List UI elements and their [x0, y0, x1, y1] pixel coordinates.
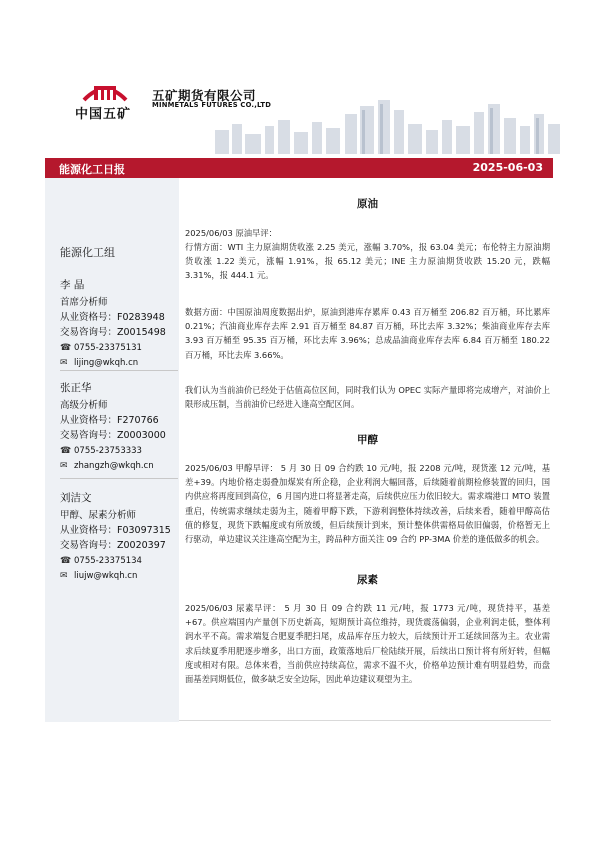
report-date: 2025-06-03 — [472, 161, 543, 174]
analyst-license: 从业资格号：F03097315 — [60, 525, 171, 536]
analyst-consult-no: 交易咨询号：Z0003000 — [60, 430, 166, 441]
crude-view-paragraph: 我们认为当前油价已经处于估值高位区间，同时我们认为 OPEC 实际产量即将完成增产，对油价上限形成压制，当前油价已经进入逢高空配区间。 — [185, 385, 550, 410]
section-title-urea: 尿素 — [357, 574, 378, 586]
header-band — [0, 0, 595, 152]
analyst-email[interactable]: zhangzh@wkqh.cn — [74, 461, 154, 471]
analyst-consult-no: 交易咨询号：Z0020397 — [60, 540, 166, 551]
analyst-title: 高级分析师 — [60, 400, 108, 411]
urea-paragraph: 2025/06/03 尿素早评： 5 月 30 日 09 合约跌 11 元/吨，报 1773 元/吨，现货持平，基差+67。供应端国内产量创下历史新高，短期预计高位维持，现货震荡偏弱，企业利润走低，整体利润水平不高。需求端复合肥夏季肥扫尾，成品库存压力较大，后续预计开工延续回落为主。农业需求后续夏季用肥逐步增多，出口方面，政策落地后厂检陆续开展，后续出口预计将有所好转，但幅度或相对有限。总体来看，当前供应持续高位，需求不温不火，价格单边预计难有明显趋势，而盘面基差同期低位，做多缺乏安全边际，因此单边建议观望为主。 — [185, 603, 550, 685]
phone-icon: ☎ — [60, 556, 72, 566]
analyst-email[interactable]: lijing@wkqh.cn — [74, 358, 139, 368]
analyst-name: 刘洁文 — [60, 492, 92, 504]
department-name: 能源化工组 — [60, 246, 115, 259]
analyst-card — [60, 277, 185, 370]
content-bottom-rule — [179, 720, 551, 721]
analyst-phone: 0755-23753333 — [74, 446, 142, 456]
analyst-email[interactable]: liujw@wkqh.cn — [74, 571, 138, 581]
crude-data-paragraph: 数据方面：中国原油周度数据出炉，原油到港库存累库 0.43 百万桶至 206.82 百万桶，环比累库 0.21%；汽油商业库存去库 2.91 百万桶至 84.87 百万桶，环比去库 3.32%；柴油商业库存去库 3.93 百万桶至 95.35 百万桶，环比去库 3.96%；总成品油商业库存去库 6.84 百万桶至 180.22 百万桶，环比去库 3.66%。 — [185, 307, 550, 360]
analyst-name: 李 晶 — [60, 279, 85, 291]
company-name-cn: 五矿期货有限公司 — [152, 88, 257, 103]
report-title-bar — [45, 158, 553, 178]
envelope-icon: ✉ — [60, 571, 68, 581]
section-title-crude: 原油 — [357, 198, 378, 210]
divider — [60, 370, 178, 371]
brand-name-china-minmetals: 中国五矿 — [75, 107, 132, 122]
section-title-methanol: 甲醇 — [357, 434, 378, 446]
divider — [60, 478, 178, 479]
phone-icon: ☎ — [60, 446, 72, 456]
envelope-icon: ✉ — [60, 461, 68, 471]
analyst-card — [60, 490, 185, 583]
report-name: 能源化工日报 — [59, 163, 125, 176]
company-name-en: MINMETALS FUTURES CO.,LTD — [152, 101, 272, 109]
analyst-card — [60, 380, 185, 473]
methanol-paragraph: 2025/06/03 甲醇早评： 5 月 30 日 09 合约跌 10 元/吨，报 2208 元/吨，现货涨 12 元/吨，基差+39。内地价格走弱叠加煤炭有所企稳，企业利润大幅回落，后续随着前期检修装置的回归，国内供应将再度回到高位，6 月国内进口将显著走高，后续供应压力依旧较大。需求端港口 MTO 装置重启，传统需求继续走弱为主，随着甲醇下跌，下游利润整体持续改善，后续来看，随着甲醇高估值的修复，现货下跌幅度或有所放缓，但后续预计到来，预计整体供需格局依旧偏弱，价格暂无上行驱动，单边建议关注逢高空配为主，跨品种方面关注 09 合约 PP-3MA 价差的逢低做多的机会。 — [185, 463, 550, 545]
crude-date-line: 2025/06/03 原油早评： — [185, 228, 277, 238]
crude-market-paragraph: 行情方面：WTI 主力原油期货收涨 2.25 美元，涨幅 3.70%，报 63.04 美元；布伦特主力原油期货收涨 1.22 美元，涨幅 1.91%，报 65.12 美元；INE 主力原油期货收跌 15.20 元，跌幅 3.31%，报 444.1 元。 — [185, 242, 550, 281]
envelope-icon: ✉ — [60, 358, 68, 368]
analyst-consult-no: 交易咨询号：Z0015498 — [60, 327, 166, 338]
analyst-title: 甲醇、尿素分析师 — [60, 510, 137, 521]
analyst-phone: 0755-23375134 — [74, 556, 142, 566]
phone-icon: ☎ — [60, 343, 72, 353]
analyst-phone: 0755-23375131 — [74, 343, 142, 353]
analyst-name: 张正华 — [60, 382, 92, 394]
analyst-title: 首席分析师 — [60, 297, 108, 308]
city-skyline-icon — [0, 96, 595, 154]
analyst-license: 从业资格号：F0283948 — [60, 312, 165, 323]
analyst-license: 从业资格号：F270766 — [60, 415, 159, 426]
